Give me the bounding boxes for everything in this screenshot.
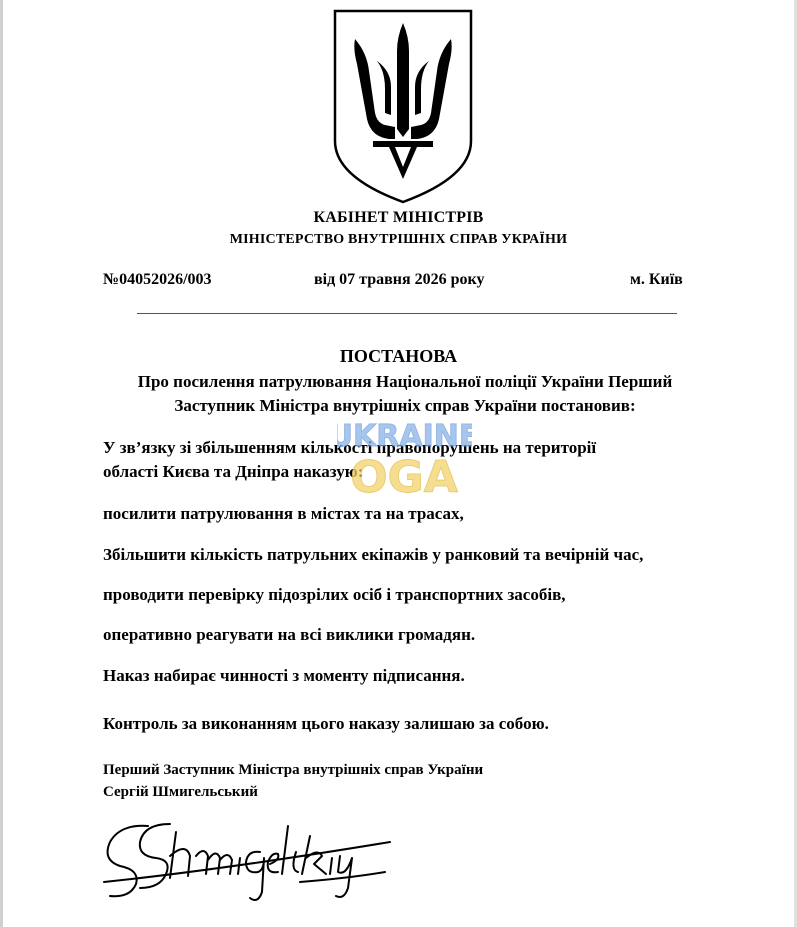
paragraph-order-2: Збільшити кількість патрульних екіпажів у ранковий та вечірній час,: [103, 545, 644, 564]
document-city: м. Київ: [630, 271, 683, 288]
document-date: від 07 травня 2026 року: [314, 271, 485, 288]
signatory-position: Перший Заступник Міністра внутрішніх справ України: [103, 762, 484, 778]
document-number: №04052026/003: [103, 271, 212, 288]
signatory-block: [103, 759, 483, 803]
subtitle-line-1: Про посилення патрулювання Національної поліції України Перший: [137, 372, 673, 391]
document-title: ПОСТАНОВА: [339, 346, 458, 366]
paragraph-order-1: посилити патрулювання в містах та на трасах,: [103, 504, 464, 523]
cabinet-heading: КАБІНЕТ МІНІСТРІВ: [313, 209, 484, 226]
svg-text:OGA: OGA: [350, 452, 458, 503]
coat-of-arms-icon: [333, 9, 473, 204]
header-divider: [137, 313, 677, 314]
paragraph-effective: Наказ набирає чинності з моменту підписання.: [103, 666, 465, 685]
signatory-name: Сергій Шмигельський: [103, 784, 258, 800]
paragraph-order-3: проводити перевірку підозрілих осіб і транспортних засобів,: [103, 585, 566, 604]
paragraph-intro-line-1: У зв’язку зі збільшенням кількості правопорушень на території: [103, 438, 597, 457]
paragraph-control: Контроль за виконанням цього наказу залишаю за собою.: [103, 714, 549, 733]
page-edge-left: [0, 0, 3, 927]
svg-text:UKRAINE: UKRAINE: [337, 419, 472, 454]
ministry-heading: МІНІСТЕРСТВО ВНУТРІШНІХ СПРАВ УКРАЇНИ: [229, 232, 568, 247]
paragraph-order-4: оперативно реагувати на всі виклики громадян.: [103, 625, 476, 644]
handwritten-signature: [100, 812, 400, 907]
paragraph-intro-line-2: області Києва та Дніпра наказую:: [103, 462, 364, 481]
subtitle-line-2: Заступник Міністра внутрішніх справ України постановив:: [174, 396, 636, 415]
watermark-logo: [337, 408, 472, 503]
